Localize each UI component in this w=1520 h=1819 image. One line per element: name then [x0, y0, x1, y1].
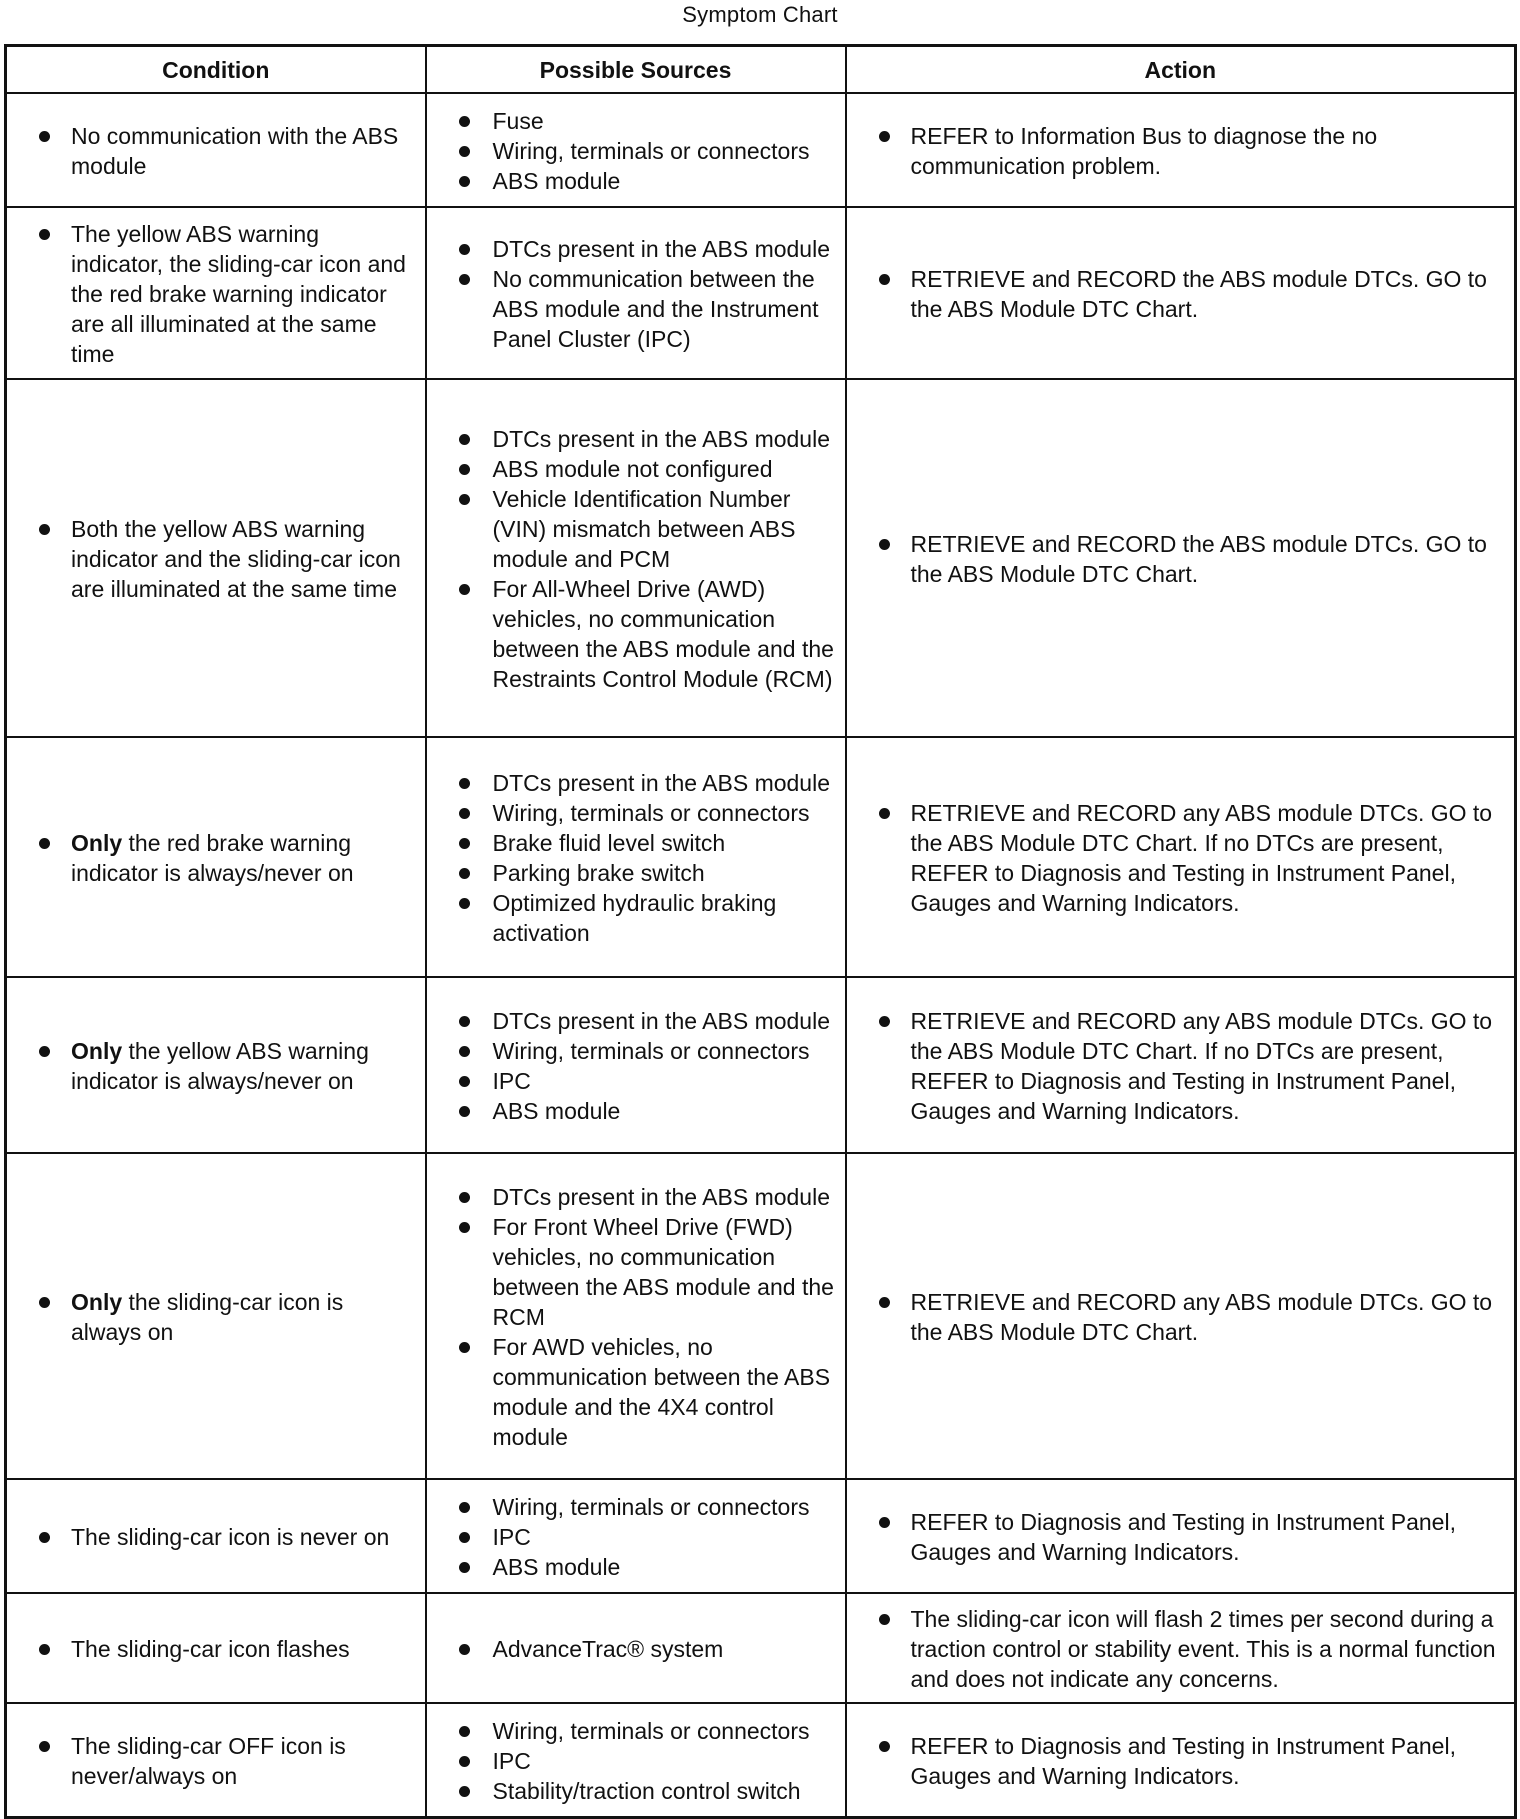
- condition-text: The sliding-car icon is never on: [15, 1522, 417, 1552]
- source-item: Vehicle Identification Number (VIN) mismatch between ABS module and PCM: [435, 484, 837, 574]
- action-cell: [846, 977, 1516, 1153]
- condition-text: The sliding-car icon flashes: [15, 1634, 417, 1664]
- source-item: IPC: [435, 1066, 837, 1096]
- source-item: Wiring, terminals or connectors: [435, 1716, 837, 1746]
- action-cell: [846, 379, 1516, 737]
- condition-cell: [6, 977, 426, 1153]
- source-item: Wiring, terminals or connectors: [435, 1492, 837, 1522]
- sources-cell: [426, 207, 846, 379]
- source-item: ABS module: [435, 166, 837, 196]
- action-text: REFER to Diagnosis and Testing in Instrument Panel, Gauges and Warning Indicators.: [855, 1507, 1507, 1567]
- condition-cell: [6, 207, 426, 379]
- header-action: Action: [846, 46, 1516, 94]
- source-item: ABS module not configured: [435, 454, 837, 484]
- sources-cell: [426, 1703, 846, 1817]
- source-item: Parking brake switch: [435, 858, 837, 888]
- action-cell: [846, 93, 1516, 207]
- condition-text: Both the yellow ABS warning indicator and the sliding-car icon are illuminated at the same time: [15, 514, 417, 604]
- table-row: [6, 1593, 1516, 1703]
- table-row: [6, 977, 1516, 1153]
- action-cell: [846, 1153, 1516, 1479]
- action-text: REFER to Information Bus to diagnose the no communication problem.: [855, 121, 1507, 181]
- action-text: RETRIEVE and RECORD any ABS module DTCs. GO to the ABS Module DTC Chart. If no DTCs are present, REFER to Diagnosis and Testing in Instrument Panel, Gauges and Warning Indicators.: [855, 798, 1507, 918]
- table-row: [6, 1153, 1516, 1479]
- condition-cell: [6, 1703, 426, 1817]
- source-item: Optimized hydraulic braking activation: [435, 888, 837, 948]
- source-item: ABS module: [435, 1096, 837, 1126]
- action-cell: [846, 737, 1516, 977]
- condition-emphasis: Only: [71, 830, 123, 856]
- action-text: RETRIEVE and RECORD any ABS module DTCs. GO to the ABS Module DTC Chart. If no DTCs are present, REFER to Diagnosis and Testing in Instrument Panel, Gauges and Warning Indicators.: [855, 1006, 1507, 1126]
- condition-text: Only the red brake warning indicator is always/never on: [15, 828, 417, 888]
- action-cell: [846, 1479, 1516, 1593]
- sources-cell: [426, 1153, 846, 1479]
- source-item: DTCs present in the ABS module: [435, 234, 837, 264]
- action-text: RETRIEVE and RECORD any ABS module DTCs. GO to the ABS Module DTC Chart.: [855, 1287, 1507, 1347]
- action-text: REFER to Diagnosis and Testing in Instrument Panel, Gauges and Warning Indicators.: [855, 1731, 1507, 1791]
- source-item: Wiring, terminals or connectors: [435, 136, 837, 166]
- sources-cell: [426, 977, 846, 1153]
- source-item: Wiring, terminals or connectors: [435, 798, 837, 828]
- header-row: [6, 46, 1516, 94]
- condition-text: No communication with the ABS module: [15, 121, 417, 181]
- source-item: Stability/traction control switch: [435, 1776, 837, 1806]
- source-item: Brake fluid level switch: [435, 828, 837, 858]
- source-item: Fuse: [435, 106, 837, 136]
- condition-emphasis: Only: [71, 1038, 123, 1064]
- action-text: RETRIEVE and RECORD the ABS module DTCs. GO to the ABS Module DTC Chart.: [855, 264, 1507, 324]
- header-condition: Condition: [6, 46, 426, 94]
- action-text: RETRIEVE and RECORD the ABS module DTCs. GO to the ABS Module DTC Chart.: [855, 529, 1507, 589]
- source-item: Wiring, terminals or connectors: [435, 1036, 837, 1066]
- table-row: [6, 379, 1516, 737]
- table-row: [6, 93, 1516, 207]
- source-item: For AWD vehicles, no communication between the ABS module and the 4X4 control module: [435, 1332, 837, 1452]
- condition-text: The sliding-car OFF icon is never/always on: [15, 1731, 417, 1791]
- source-item: AdvanceTrac® system: [435, 1634, 837, 1664]
- table-row: [6, 1479, 1516, 1593]
- source-item: DTCs present in the ABS module: [435, 424, 837, 454]
- header-possible-sources: Possible Sources: [426, 46, 846, 94]
- sources-cell: [426, 1479, 846, 1593]
- table-row: [6, 207, 1516, 379]
- chart-title: Symptom Chart: [682, 2, 838, 27]
- table-row: [6, 1703, 1516, 1817]
- condition-cell: [6, 1593, 426, 1703]
- source-item: For All-Wheel Drive (AWD) vehicles, no communication between the ABS module and the Restraints Control Module (RCM): [435, 574, 837, 694]
- sources-cell: [426, 1593, 846, 1703]
- sources-cell: [426, 379, 846, 737]
- condition-cell: [6, 1479, 426, 1593]
- condition-text: Only the sliding-car icon is always on: [15, 1287, 417, 1347]
- symptom-chart-table: [4, 44, 1517, 1819]
- condition-cell: [6, 379, 426, 737]
- condition-cell: [6, 93, 426, 207]
- action-cell: [846, 1593, 1516, 1703]
- condition-text: The yellow ABS warning indicator, the sliding-car icon and the red brake warning indicator are all illuminated at the same time: [15, 219, 417, 369]
- action-text: The sliding-car icon will flash 2 times per second during a traction control or stability event. This is a normal function and does not indicate any concerns.: [855, 1604, 1507, 1694]
- sources-cell: [426, 93, 846, 207]
- action-cell: [846, 207, 1516, 379]
- source-item: No communication between the ABS module and the Instrument Panel Cluster (IPC): [435, 264, 837, 354]
- source-item: DTCs present in the ABS module: [435, 1182, 837, 1212]
- source-item: For Front Wheel Drive (FWD) vehicles, no communication between the ABS module and the RCM: [435, 1212, 837, 1332]
- condition-emphasis: Only: [71, 1289, 123, 1315]
- source-item: DTCs present in the ABS module: [435, 1006, 837, 1036]
- source-item: IPC: [435, 1746, 837, 1776]
- table-row: [6, 737, 1516, 977]
- source-item: ABS module: [435, 1552, 837, 1582]
- condition-cell: [6, 1153, 426, 1479]
- action-cell: [846, 1703, 1516, 1817]
- condition-cell: [6, 737, 426, 977]
- source-item: DTCs present in the ABS module: [435, 768, 837, 798]
- sources-cell: [426, 737, 846, 977]
- condition-text: Only the yellow ABS warning indicator is always/never on: [15, 1036, 417, 1096]
- source-item: IPC: [435, 1522, 837, 1552]
